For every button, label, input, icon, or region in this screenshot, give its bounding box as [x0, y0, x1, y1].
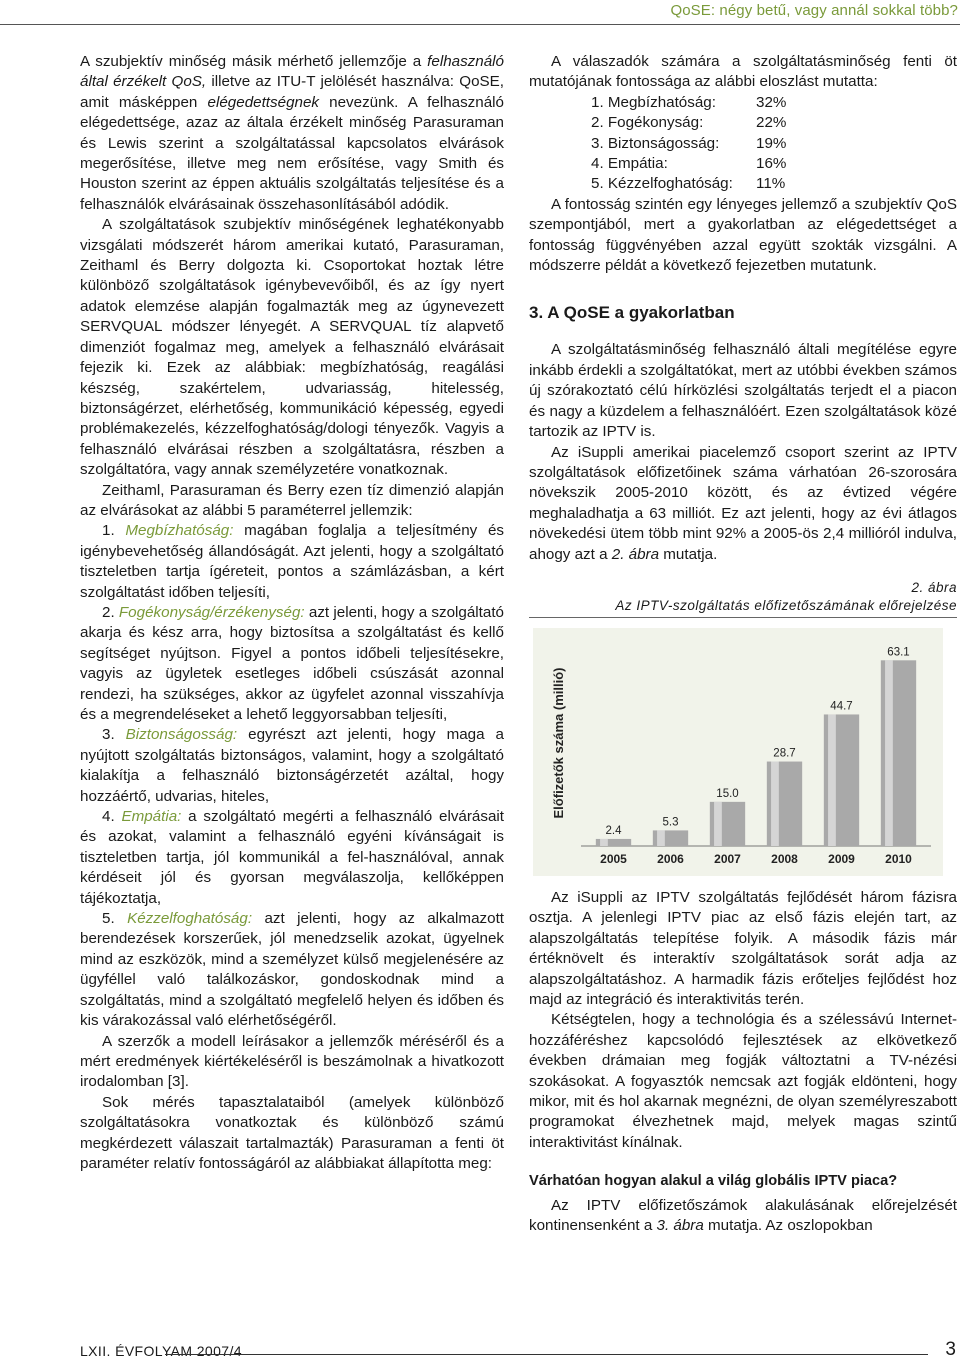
data-label: 44.7	[830, 700, 853, 713]
paragraph: A szubjektív minőség másik mérhető jellemzője a felhasználó által érzékelt QoS, illetve az ITU-T jelölését használva: QoSE, amit másképpen elégedettségnek nevezünk. A felhasználó elégedettsége, azaz az általa érzékelt minőség Parasuraman és Lewis szerint a szolgáltatással kapcsolatos elvárások megerősítése, illetve meg nem erősítése, vagy Smith és Houston szerint az éppen aktuális szolgáltatás teljesítése és a felhasználók elvárásainak összehasonlításából adódik.	[80, 53, 504, 213]
paragraph: A szerzők a modell leírásakor a jellemzők méréséről és a mért eredmények kiértékeléséről is beszámolnak a hivatkozott irodalomban [3].	[80, 1032, 504, 1091]
subsection-title: Várhatóan hogyan alakul a világ globális IPTV piaca?	[529, 1173, 898, 1190]
dimension-item: 4. Empátia: a szolgáltató megérti a felhasználó elvárásait és azokat, valamint a felhasználó egyéni kívánságait is tiszteletben tartja, jól kommunikál a fel-használóval, annak kérdéseit jól és gyorsan megválaszolja, kellőképpen tájékoztatja,	[80, 808, 505, 907]
importance-list	[591, 93, 957, 195]
data-label: 2.4	[605, 824, 622, 837]
list-item: 5. Kézzelfoghatóság: 11%	[591, 175, 786, 193]
y-axis-label: Előfizetők száma (millió)	[551, 667, 566, 819]
data-label: 5.3	[662, 816, 679, 829]
header-rule	[0, 24, 960, 25]
paragraph: Az iSuppli az IPTV szolgáltatás fejlődését három fázisra osztja. A jelenlegi IPTV piac az első fázis elején tart, az alapszolgáltatás telepítése folyik. A második fázis már értéknövelt és interaktív szolgáltatások sorát adja az alapszolgáltatáshoz. A harmadik fázis erőteljes fejlődést hoz majd az integráció és interaktivitás terén.	[529, 888, 957, 1008]
running-header: QoSE: négy betű, vagy annál sokkal több?	[670, 2, 958, 19]
list-item: 2. Fogékonyság: 22%	[591, 114, 787, 132]
paragraph: Sok mérés tapasztalataiból (amelyek különböző szolgáltatásokra vonatkoztak és különböző számú megkérdezett válaszait tartalmazták) Parasuraman a fenti öt paraméter relatív fontosságáról az alábbiakat állapította meg:	[80, 1093, 504, 1172]
page-number: 3	[945, 1339, 956, 1360]
bar-highlight	[657, 830, 665, 846]
paragraph: A szolgáltatások szubjektív minőségének leghatékonyabb vizsgálati módszerét három amerikai kutató, Parasuraman, Zeithaml és Berry dolgozta ki. Csoportokat hoztak létre különböző szolgáltatások igénybevevőiből, és az így nyert adatok elemzése alapján fogalmazták meg az úgynevezett SERVQUAL módszer lényegét. A SERVQUAL tíz alapvető dimenziót fogalmaz meg, amelyek a felhasználó elvárásait fejezik ki. Ezek az alábbiak: megbízhatóság, reagálási készség, szakértelem, udvariasság, hitelesség, biztonságérzet, elérhetőség, kommunikáció képesség, egyedi problémakezelés, kézzelfoghatóság/dologi tényezők. Vagyis a felhasználó elvárásai részben a szolgáltatásra, részben a szolgáltatóra, vagy annak személyzetére vonatkoznak.	[80, 216, 504, 479]
x-tick-label: 2006	[657, 851, 684, 866]
x-tick-label: 2007	[714, 851, 741, 866]
figure-caption	[529, 579, 957, 615]
paragraph: Az IPTV előfizetőszámok alakulásának előrejelzését kontinensenként a 3. ábra mutatja. Az oszlopokban	[529, 1196, 957, 1235]
data-label: 15.0	[716, 787, 739, 800]
journal-issue: LXII. ÉVFOLYAM 2007/4	[80, 1343, 242, 1359]
x-tick-label: 2009	[828, 851, 855, 866]
section-title: 3. A QoSE a gyakorlatban	[529, 303, 735, 323]
footer-rule	[165, 1354, 928, 1355]
figure-number: 2. ábra	[911, 579, 957, 595]
subscriber-bar-chart	[533, 628, 943, 876]
paragraph: A fontosság szintén egy lényeges jellemző a szubjektív QoS szempontjából, mert a gyakorlatban az elégedettséget a fontosság függvényében azzal együtt szokták vizsgálni. A módszerre példát a következő fejezetben mutatunk.	[529, 195, 957, 275]
dimension-item: 3. Biztonságosság: egyrészt azt jelenti, hogy maga a nyújtott szolgáltatás biztonságos, valamint, hogy a szolgáltató kialakítja a felhasználó biztonságérzetét azáltal, hogy hozzáértő, udvarias, hiteles,	[80, 726, 505, 805]
x-tick-label: 2005	[600, 851, 627, 866]
list-item: 3. Biztonságosság: 19%	[591, 134, 787, 152]
right-column	[529, 52, 957, 1236]
bar-highlight	[600, 839, 608, 846]
chart-frame	[533, 628, 943, 876]
paragraph: Kétségtelen, hogy a technológia és a szélessávú Internet-hozzáféréshez kapcsolódó fejlesztések az elkövetkező években drámaian meg fogják változtatni a TV-nézési szokásokat. A fogyasztók nemcsak azt fogják eldönteni, hogy mikor, mit és hol akarnak megnézni, de olyan személyreszabott programokat élvezhetnek majd, melyek magas szintű interaktivitást kínálnak.	[529, 1011, 957, 1151]
bar-highlight	[771, 761, 779, 845]
bar-highlight	[828, 714, 836, 846]
data-label: 28.7	[773, 747, 796, 760]
dimension-item: 5. Kézzelfoghatóság: azt jelenti, hogy az alkalmazott berendezések korszerűek, jól menedzselik azokat, ügyelnek mind az eszközök, mind a személyzet külső megjelenésére az ügyféllel való találkozáskor, gondoskodnak mind a szolgáltatás, mind a szolgáltató megfelelő helyen és időben és kis várakozással való elérhetőségéről.	[80, 910, 505, 1030]
bar-highlight	[885, 660, 893, 846]
left-column	[80, 52, 504, 1174]
list-item: 4. Empátia: 16%	[591, 155, 787, 173]
paragraph: A szolgáltatásminőség felhasználó általi megítélése egyre inkább érdekli a szolgáltatókat, mert az utóbbi években számos új szórakoztató célú hírközlési szolgáltatás terjedt el a piacon és nagy a küzdelem a felhasználóért. Ezen szolgáltatások közé tartozik az IPTV is.	[529, 341, 957, 441]
list-item: 1. Megbízhatóság: 32%	[591, 93, 787, 111]
data-label: 63.1	[887, 646, 910, 659]
dimension-item: 1. Megbízhatóság: magában foglalja a teljesítmény és igénybevehetőség állandóságát. Azt jelenti, hogy a szolgáltató tiszteletben tartja ígéreteit, pontos a számlázásban, a kért szolgáltatást időben teljesíti,	[80, 522, 505, 601]
x-tick-label: 2008	[771, 851, 798, 866]
paragraph: A válaszadók számára a szolgáltatásminőség fenti öt mutatójának fontossága az alábbi eloszlást mutatta:	[529, 53, 957, 91]
dimension-item: 2. Fogékonyság/érzékenység: azt jelenti, hogy a szolgáltató akarja és kész arra, hogy biztosítsa a szolgáltatást és kellő segítséget nyújtson. Figyel a pontos időbeli teljesítésekre, vagyis az ügyletek esetleges időbeli csúszását azonnal rendezi, ha szükséges, akkor az ügyfelet azonnal visszahívja és a megrendeléseket a lehető leggyorsabban teljesíti,	[80, 603, 504, 723]
figure	[529, 617, 957, 880]
paragraph: Zeithaml, Parasuraman és Berry ezen tíz dimenzió alapján az elvárásokat az alábbi 5 paraméterrel jellemzik:	[80, 481, 504, 519]
x-tick-label: 2010	[885, 851, 912, 866]
bar-highlight	[714, 802, 722, 846]
paragraph: Az iSuppli amerikai piacelemző csoport szerint az IPTV szolgáltatások előfizetőinek száma várhatóan 26-szorosára növekszik 2005-2010 között, és az évtized végére meghaladhatja a 63 milliót. Ez azt jelenti, hogy az évi átlagos növekedési ütem több mint 92% a 2005-ös 2,4 millióról indulva, ahogy azt a 2. ábra mutatja.	[529, 443, 957, 563]
figure-title: Az IPTV-szolgáltatás előfizetőszámának előrejelzése	[615, 597, 957, 613]
